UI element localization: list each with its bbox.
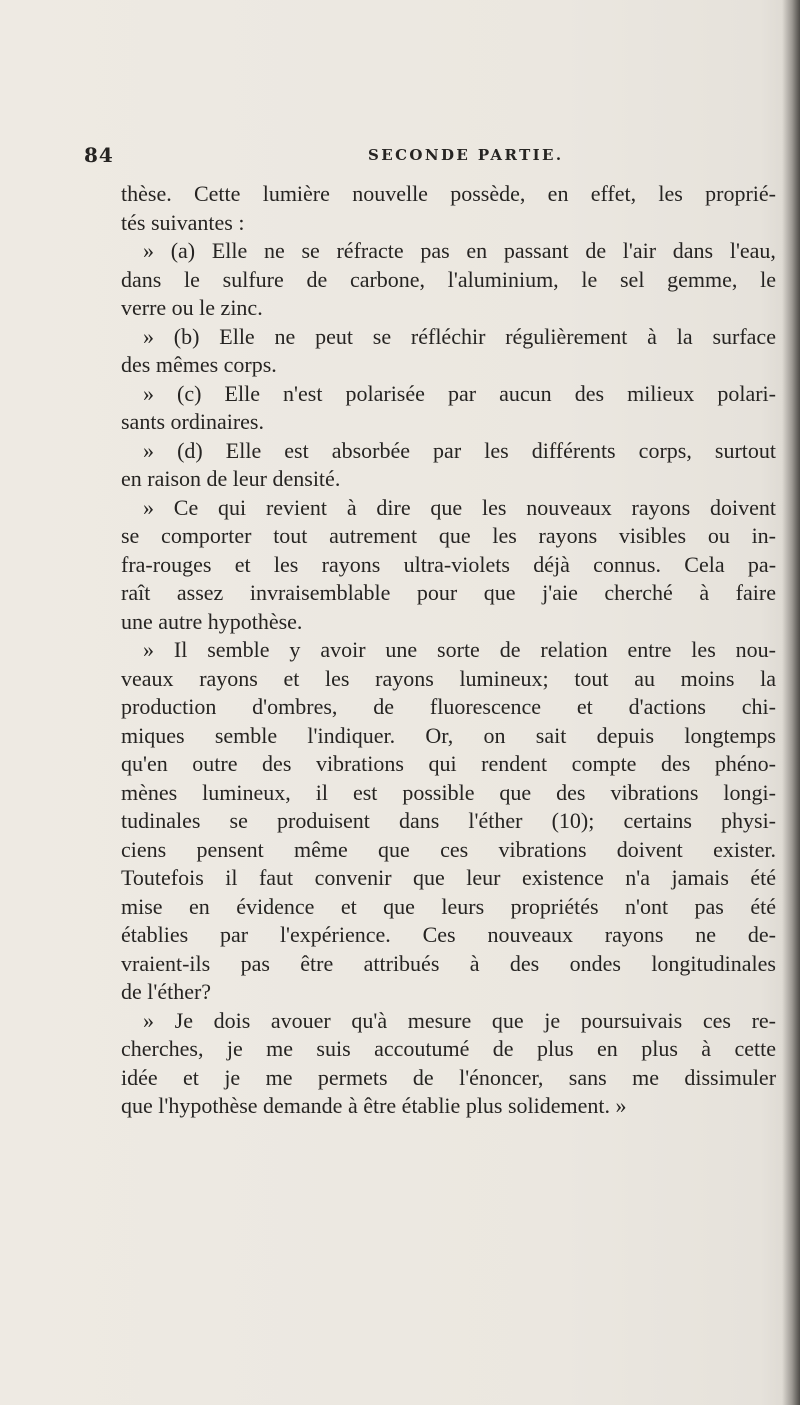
text-line: veaux rayons et les rayons lumineux; tout au moins la xyxy=(121,665,776,691)
text-line: mise en évidence et que leurs propriétés n'ont pas été xyxy=(121,893,776,919)
text-line: vraient-ils pas être attribués à des ondes longitudinales xyxy=(121,950,776,976)
text-line: production d'ombres, de fluorescence et d'actions chi- xyxy=(121,694,776,719)
text-line: sants ordinaires. xyxy=(121,409,264,434)
page-number: 84 xyxy=(84,143,114,167)
text-line: qu'en outre des vibrations qui rendent compte des phéno- xyxy=(121,751,776,776)
text-line: tudinales se produisent dans l'éther (10); certains physi- xyxy=(121,808,776,833)
text-line: » (b) Elle ne peut se réfléchir régulièrement à la surface xyxy=(143,323,776,349)
text-line: tés suivantes : xyxy=(121,209,245,235)
text-line: de l'éther? xyxy=(121,979,212,1004)
text-line: » Je dois avouer qu'à mesure que je poursuivais ces re- xyxy=(143,1007,776,1033)
text-line: se comporter tout autrement que les rayons visibles ou in- xyxy=(121,523,776,548)
text-line: » (d) Elle est absorbée par les différents corps, surtout xyxy=(143,437,776,463)
text-line: » Ce qui revient à dire que les nouveaux rayons doivent xyxy=(143,494,776,520)
page-edge-shadow xyxy=(782,0,800,1405)
text-line: fra-rouges et les rayons ultra-violets déjà connus. Cela pa- xyxy=(121,551,776,577)
text-line: mènes lumineux, il est possible que des vibrations longi- xyxy=(121,779,776,805)
running-title: SECONDE PARTIE. xyxy=(368,146,564,164)
text-line: une autre hypothèse. xyxy=(121,608,303,634)
text-line: verre ou le zinc. xyxy=(121,295,263,320)
text-line: miques semble l'indiquer. Or, on sait depuis longtemps xyxy=(121,722,776,748)
text-line: idée et je me permets de l'énoncer, sans me dissimuler xyxy=(121,1064,776,1090)
text-line: Toutefois il faut convenir que leur existence n'a jamais été xyxy=(121,865,776,890)
text-line: en raison de leur densité. xyxy=(121,466,341,491)
text-line: » Il semble y avoir une sorte de relation entre les nou- xyxy=(143,637,776,662)
text-line: raît assez invraisemblable pour que j'aie cherché à faire xyxy=(121,580,776,605)
text-line: thèse. Cette lumière nouvelle possède, en effet, les proprié- xyxy=(121,181,776,206)
body-text xyxy=(121,180,776,1121)
page-header xyxy=(84,143,774,173)
text-line: » (a) Elle ne se réfracte pas en passant de l'air dans l'eau, xyxy=(143,238,776,263)
text-line: que l'hypothèse demande à être établie plus solidement. » xyxy=(121,1093,627,1118)
text-line: établies par l'expérience. Ces nouveaux rayons ne de- xyxy=(121,922,776,947)
text-line: des mêmes corps. xyxy=(121,352,277,377)
text-line: cherches, je me suis accoutumé de plus en plus à cette xyxy=(121,1036,776,1061)
text-line: ciens pensent même que ces vibrations doivent exister. xyxy=(121,836,776,862)
text-line: » (c) Elle n'est polarisée par aucun des milieux polari- xyxy=(143,380,776,406)
text-line: dans le sulfure de carbone, l'aluminium, le sel gemme, le xyxy=(121,266,776,292)
